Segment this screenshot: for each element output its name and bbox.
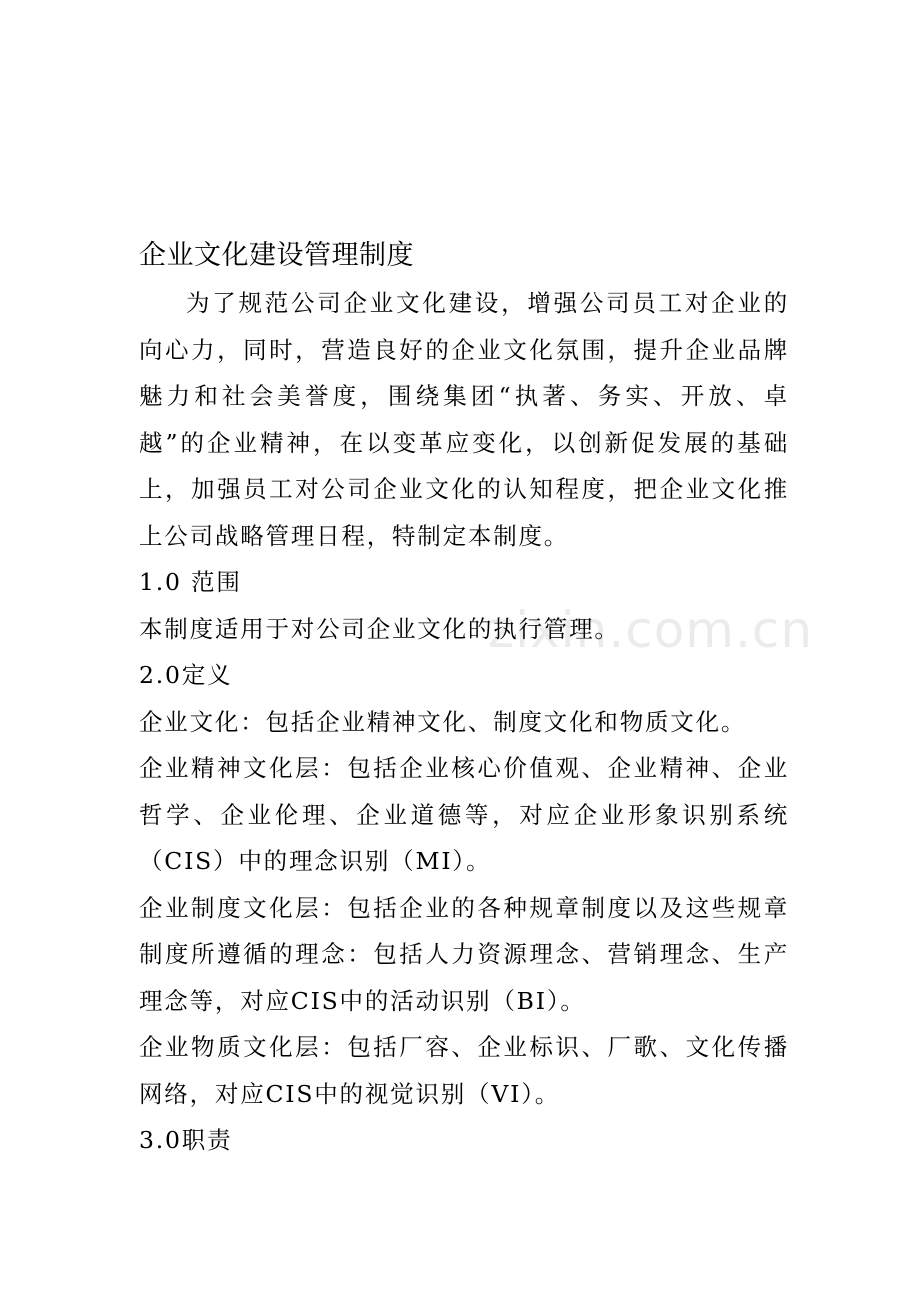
section-heading-scope: 1.0 范围	[139, 568, 242, 596]
document-body	[139, 232, 789, 1164]
section-heading-responsibilities: 3.0职责	[139, 1126, 233, 1154]
definition-corporate-culture: 企业文化：包括企业精神文化、制度文化和物质文化。	[139, 707, 747, 736]
watermark-text: zixin.com.cn	[488, 601, 814, 659]
section-heading-definitions: 2.0定义	[139, 661, 233, 689]
definition-system-culture: 企业制度文化层：包括企业的各种规章制度以及这些规章制度所遵循的理念：包括人力资源理念、营销理念、生产理念等，对应CIS中的活动识别（BI）。	[139, 893, 789, 1015]
intro-paragraph: 为了规范公司企业文化建设，增强公司员工对企业的向心力，同时，营造良好的企业文化氛围，提升企业品牌魅力和社会美誉度，围绕集团“执著、务实、开放、卓越”的企业精神，在以变革应变化，以创新促发展的基础上，加强员工对公司企业文化的认知程度，把企业文化推上公司战略管理日程，特制定本制度。	[139, 289, 789, 550]
document-title: 企业文化建设管理制度	[139, 240, 414, 271]
scope-paragraph: 本制度适用于对公司企业文化的执行管理。	[139, 614, 620, 643]
definition-spiritual-culture: 企业精神文化层：包括企业核心价值观、企业精神、企业哲学、企业伦理、企业道德等，对应企业形象识别系统（CIS）中的理念识别（MI）。	[139, 754, 789, 875]
definition-material-culture: 企业物质文化层：包括厂容、企业标识、厂歌、文化传播网络，对应CIS中的视觉识别（VI）。	[139, 1033, 789, 1108]
